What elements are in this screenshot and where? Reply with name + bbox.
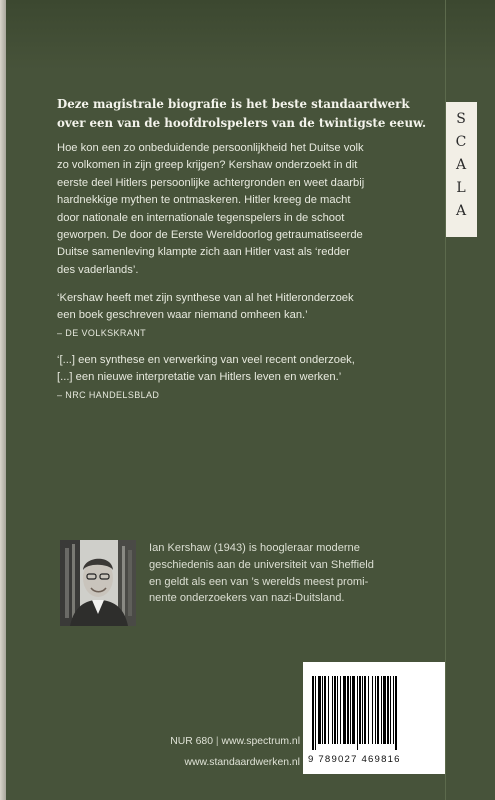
barcode-bar: [322, 676, 323, 744]
bio-line: en geldt als een van ’s werelds meest promi-: [149, 575, 369, 588]
barcode-bar: [334, 676, 336, 744]
barcode-bar: [332, 676, 333, 744]
quote-line: [...] een nieuwe interpretatie van Hitlers leven en werken.’: [57, 371, 342, 384]
barcode-bar: [393, 676, 394, 744]
lead-line: Deze magistrale biografie is het beste standaardwerk: [57, 97, 410, 111]
barcode-bar: [347, 676, 349, 744]
barcode-bar: [377, 676, 379, 744]
quote-line: ‘[...] een synthese en verwerking van veel recent onderzoek,: [57, 354, 355, 366]
barcode-bar: [343, 676, 346, 744]
barcode-bar: [387, 676, 389, 744]
barcode-bar: [357, 676, 358, 750]
series-letter: A: [455, 157, 468, 173]
body-line: des vaderlands’.: [57, 263, 139, 276]
barcode-bar: [337, 676, 338, 744]
barcode-bar: [340, 676, 341, 744]
quote-source: – DE VOLKSKRANT: [57, 327, 147, 338]
barcode-bar: [368, 676, 369, 744]
quote-line: ‘Kershaw heeft met zijn synthese van al het Hitleronderzoek: [57, 292, 354, 304]
isbn-barcode: [303, 662, 445, 774]
review-quote: [57, 290, 437, 342]
barcode-bar: [390, 676, 391, 744]
barcode-bar: [352, 676, 355, 744]
barcode-bar: [383, 676, 386, 744]
website-link[interactable]: www.standaardwerken.nl: [184, 757, 300, 768]
barcode-bar: [324, 676, 326, 744]
bio-line: nente onderzoekers van nazi-Duitsland.: [149, 592, 345, 605]
body-paragraph: [57, 140, 437, 279]
body-line: Duitse samenleving klampte zich aan Hitler vast als ‘redder: [57, 246, 350, 259]
body-line: door nationale en internationale tegenspelers in de schoot: [57, 211, 345, 224]
barcode-bar: [315, 676, 316, 750]
series-letter: L: [456, 180, 467, 196]
lead-line: over een van de hoofdrolspelers van de twintigste eeuw.: [57, 116, 427, 130]
review-quote: [57, 352, 437, 404]
body-line: Hoe kon een zo onbeduidende persoonlijkheid het Duitse volk: [57, 142, 364, 154]
series-letter: A: [455, 203, 468, 219]
page-edge: [0, 0, 6, 800]
barcode-bar: [372, 676, 373, 744]
nur-code: NUR 680: [170, 736, 213, 747]
body-line: geworpen. De door de Eerste Wereldoorlog getraumatiseerde: [57, 229, 363, 242]
body-line: eerste deel Hitlers persoonlijke achtergronden en weet daarbij: [57, 176, 365, 189]
website-link[interactable]: www.spectrum.nl: [221, 736, 300, 747]
barcode-bar: [375, 676, 376, 744]
barcode-bars: [310, 676, 438, 752]
top-shade: [6, 0, 495, 70]
author-bio: [149, 540, 449, 607]
barcode-bar: [328, 676, 329, 744]
barcode-bar: [359, 676, 361, 744]
footer-line-1: [135, 736, 300, 747]
barcode-bar: [312, 676, 314, 750]
series-letter: C: [455, 134, 468, 150]
lead-paragraph: [57, 95, 437, 133]
series-letter: S: [456, 111, 467, 127]
barcode-bar: [350, 676, 351, 744]
series-label-scala: [446, 102, 477, 237]
barcode-bar: [318, 676, 321, 744]
bio-line: geschiedenis aan de universiteit van Sheffield: [149, 558, 374, 571]
quote-line: een boek geschreven waar niemand omheen kan.’: [57, 309, 308, 322]
barcode-bar: [362, 676, 363, 744]
barcode-bar: [381, 676, 382, 744]
footer-separator: |: [215, 736, 219, 747]
isbn-number: 9 789027 469816: [308, 754, 401, 765]
bio-line: Ian Kershaw (1943) is hoogleraar moderne: [149, 542, 360, 554]
barcode-bar: [364, 676, 366, 744]
author-portrait-image: [60, 540, 136, 626]
footer-line-2: [135, 757, 300, 768]
barcode-bar: [395, 676, 397, 750]
body-line: zo volkomen in zijn greep krijgen? Kershaw onderzoekt in dit: [57, 159, 358, 172]
body-line: hardnekkige mythen te ontmaskeren. Hitler kreeg de macht: [57, 194, 351, 207]
quote-source: – NRC HANDELSBLAD: [57, 389, 160, 400]
author-photo: [60, 540, 136, 626]
